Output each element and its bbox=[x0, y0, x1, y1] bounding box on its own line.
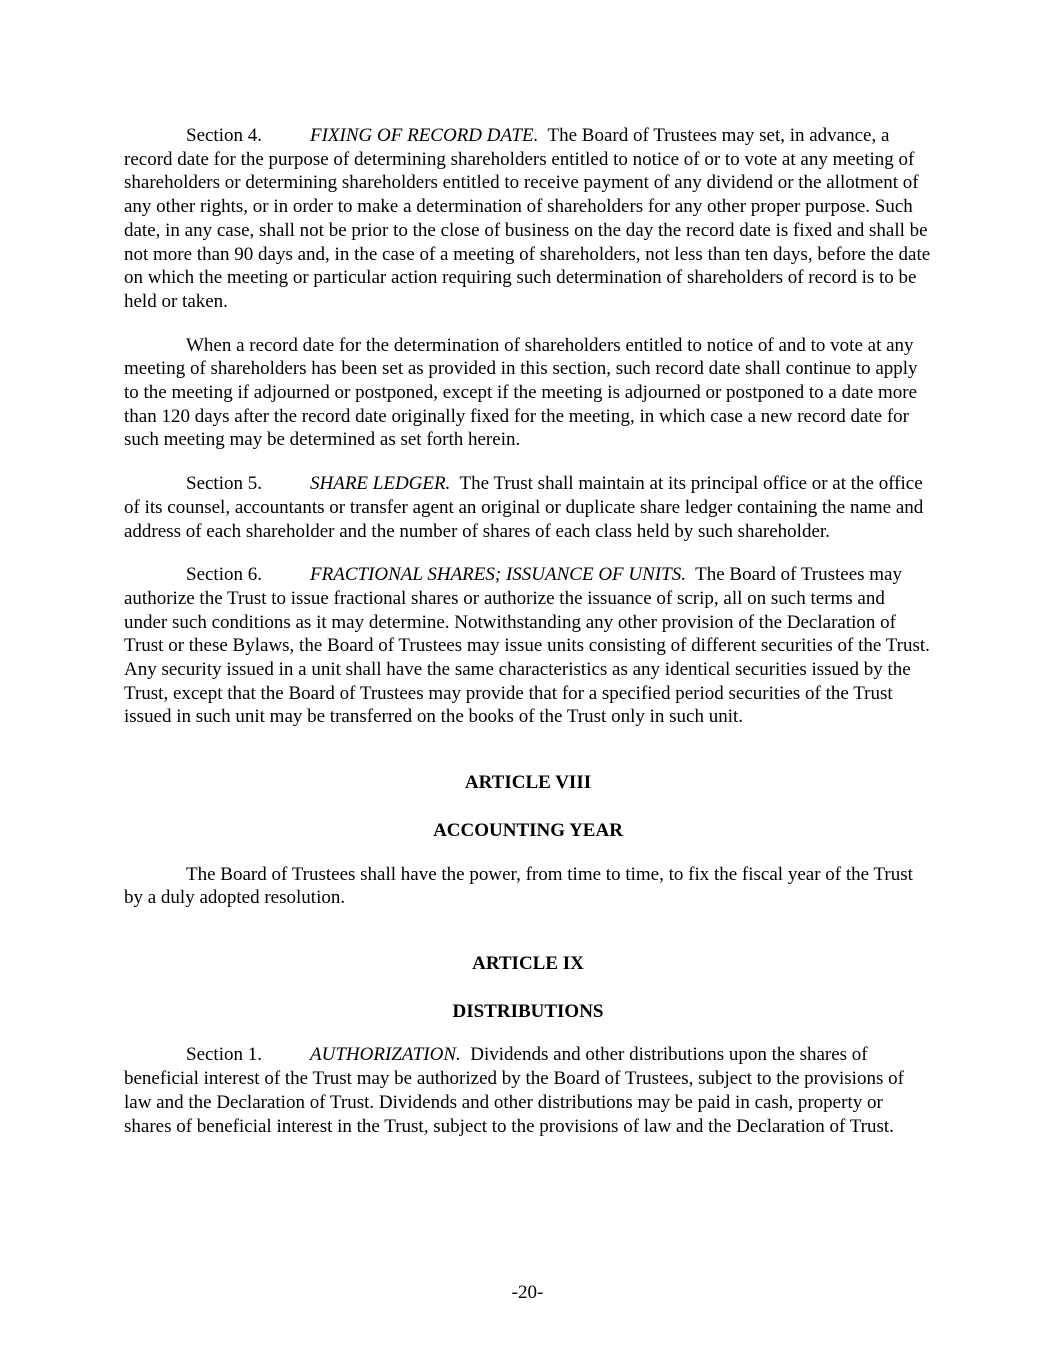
article-8-title: ACCOUNTING YEAR bbox=[433, 819, 623, 841]
section-5-paragraph bbox=[124, 472, 932, 543]
page-number: -20- bbox=[511, 1282, 544, 1303]
section-4-continuation: When a record date for the determination of shareholders entitled to notice of and to vote at any meeting of shareholders has been set as provided in this section, such record date shall continue to apply to the meeting if adjourned or postponed, except if the meeting is adjourned or postponed to a date more than 120 days after the record date originally fixed for the meeting, in which case a new record date for such meeting may be determined as set forth herein. bbox=[124, 334, 918, 451]
section-4-title: FIXING OF RECORD DATE. bbox=[310, 125, 539, 146]
section-5-body: The Trust shall maintain at its principal office or at the office of its counsel, accountants or transfer agent an original or duplicate share ledger containing the name and address of each shareholder and the number of shares of each class held by such shareholder. bbox=[124, 473, 924, 542]
section-6-number: Section 6. bbox=[186, 564, 262, 586]
article-9-heading: ARTICLE IX bbox=[472, 952, 584, 974]
article-9-section-1-body: Dividends and other distributions upon the shares of beneficial interest of the Trust may be authorized by the Board of Trustees, subject to the provisions of law and the Declaration of Trust. Dividends and other distributions may be paid in cash, property or shares of beneficial interest in the Trust, subject to the provisions of law and the Declaration of Trust. bbox=[124, 1044, 904, 1137]
section-4-body: The Board of Trustees may set, in advance, a record date for the purpose of determining shareholders entitled to notice of or to vote at any meeting of shareholders or determining shareholders entitled to receive payment of any dividend or the allotment of any other rights, or in order to make a determination of shareholders for any other proper purpose. Such date, in any case, shall not be prior to the close of business on the day the record date is fixed and shall be not more than 90 days and, in the case of a meeting of shareholders, not less than ten days, before the date on which the meeting or particular action requiring such determination of shareholders of record is to be held or taken. bbox=[124, 125, 931, 312]
section-5-title: SHARE LEDGER. bbox=[310, 473, 451, 495]
article-8-heading: ARTICLE VIII bbox=[464, 772, 592, 794]
section-4-number: Section 4. bbox=[186, 125, 262, 146]
section-6-body: The Board of Trustees may authorize the Trust to issue fractional shares or authorize the issuance of scrip, all on such terms and under such conditions as it may determine. Notwithstanding any other provision of the Declaration of Trust or these Bylaws, the Board of Trustees may issue units consisting of different securities of the Trust. Any security issued in a unit shall have the same characteristics as any identical securities issued by the Trust, except that the Board of Trustees may provide that for a specified period securities of the Trust issued in such unit may be transferred on the books of the Trust only in such unit. bbox=[124, 564, 930, 728]
section-6-paragraph bbox=[124, 563, 932, 729]
section-4-paragraph bbox=[124, 124, 932, 314]
article-9-section-1-paragraph bbox=[124, 1043, 932, 1138]
article-9-title: DISTRIBUTIONS bbox=[452, 1000, 604, 1022]
article-9-section-1-number: Section 1. bbox=[186, 1044, 262, 1066]
document-page bbox=[124, 124, 932, 1158]
section-5-number: Section 5. bbox=[186, 473, 262, 495]
section-6-title: FRACTIONAL SHARES; ISSUANCE OF UNITS. bbox=[310, 564, 686, 586]
article-8-body: The Board of Trustees shall have the power, from time to time, to fix the fiscal year of the Trust by a duly adopted resolution. bbox=[124, 863, 913, 909]
article-9-section-1-title: AUTHORIZATION. bbox=[310, 1044, 461, 1066]
